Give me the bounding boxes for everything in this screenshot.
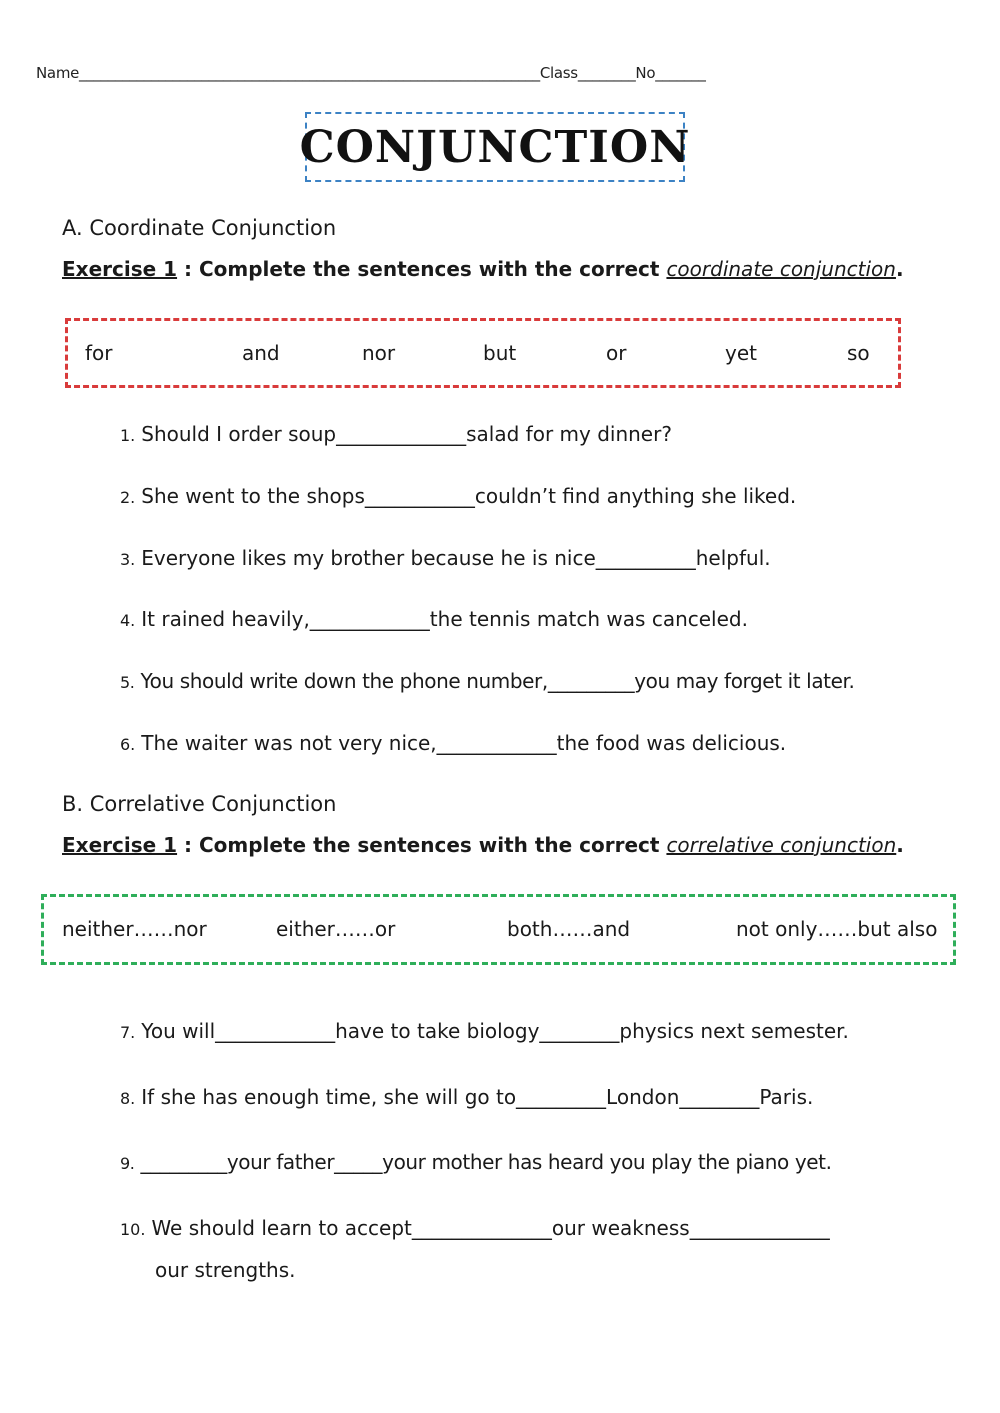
word-bank-item: not only……but also bbox=[736, 917, 938, 941]
item-number: 1. bbox=[120, 426, 136, 445]
item-number: 3. bbox=[120, 550, 136, 569]
word-bank-item: neither……nor bbox=[62, 917, 207, 941]
name-class-no-line: Name________________________________________________________________Class________No_______ bbox=[36, 64, 706, 82]
word-bank-item: both……and bbox=[507, 917, 631, 941]
item-text: Everyone likes my brother because he is nice__________helpful. bbox=[141, 546, 771, 570]
item-text: The waiter was not very nice,____________the food was delicious. bbox=[141, 731, 787, 755]
section-b-instruction bbox=[62, 833, 904, 857]
item-number: 5. bbox=[120, 673, 135, 692]
item-number: 6. bbox=[120, 735, 136, 754]
title-box bbox=[299, 112, 691, 182]
exercise-item bbox=[120, 422, 672, 446]
item-text: _________your father_____your mother has heard you play the piano yet. bbox=[140, 1150, 832, 1174]
section-b-heading: B. Correlative Conjunction bbox=[62, 792, 337, 816]
item-text: It rained heavily,____________the tennis match was canceled. bbox=[141, 607, 748, 631]
word-bank-item: for bbox=[85, 341, 113, 365]
page-title: CONJUNCTION bbox=[299, 121, 691, 173]
section-a-instruction bbox=[62, 257, 904, 281]
word-bank-item: but bbox=[483, 341, 517, 365]
exercise-label: Exercise 1 bbox=[62, 257, 178, 281]
section-a-heading: A. Coordinate Conjunction bbox=[62, 216, 337, 240]
instruction-text: : Complete the sentences with the correct bbox=[177, 833, 667, 857]
exercise-item bbox=[120, 607, 748, 631]
instruction-emphasis: coordinate conjunction bbox=[666, 257, 896, 281]
instruction-emphasis: correlative conjunction bbox=[666, 833, 897, 857]
instruction-period: . bbox=[896, 833, 904, 857]
item-number: 2. bbox=[120, 488, 136, 507]
item-text: our strengths. bbox=[155, 1258, 296, 1282]
item-text: If she has enough time, she will go to_________London________Paris. bbox=[141, 1085, 814, 1109]
instruction-period: . bbox=[895, 257, 904, 281]
exercise-item bbox=[120, 1019, 849, 1043]
instruction-text: : Complete the sentences with the correct bbox=[177, 257, 667, 281]
word-bank-item: or bbox=[606, 341, 627, 365]
item-number: 9. bbox=[120, 1154, 135, 1173]
exercise-item bbox=[120, 731, 786, 755]
exercise-label: Exercise 1 bbox=[62, 833, 178, 857]
exercise-item bbox=[120, 546, 771, 570]
coordinate-word-bank bbox=[65, 318, 901, 388]
item-text: Should I order soup_____________salad for my dinner? bbox=[141, 422, 672, 446]
item-number: 4. bbox=[120, 611, 136, 630]
item-number: 8. bbox=[120, 1089, 136, 1108]
exercise-item bbox=[120, 484, 796, 508]
item-number: 10. bbox=[120, 1220, 146, 1239]
word-bank-item: yet bbox=[725, 341, 757, 365]
word-bank-item: nor bbox=[362, 341, 396, 365]
item-text: You should write down the phone number,_________you may forget it later. bbox=[140, 669, 855, 693]
exercise-item-continuation bbox=[155, 1258, 296, 1282]
exercise-item bbox=[120, 1085, 813, 1109]
item-text: We should learn to accept______________our weakness______________ bbox=[151, 1216, 830, 1240]
word-bank-item: so bbox=[847, 341, 870, 365]
word-bank-item: either……or bbox=[276, 917, 396, 941]
item-text: She went to the shops___________couldn’t find anything she liked. bbox=[141, 484, 797, 508]
word-bank-item: and bbox=[242, 341, 280, 365]
correlative-word-bank bbox=[41, 894, 956, 965]
exercise-item bbox=[120, 1216, 830, 1240]
item-number: 7. bbox=[120, 1023, 136, 1042]
exercise-item bbox=[120, 1150, 832, 1174]
exercise-item bbox=[120, 669, 854, 693]
item-text: You will____________have to take biology________physics next semester. bbox=[141, 1019, 849, 1043]
